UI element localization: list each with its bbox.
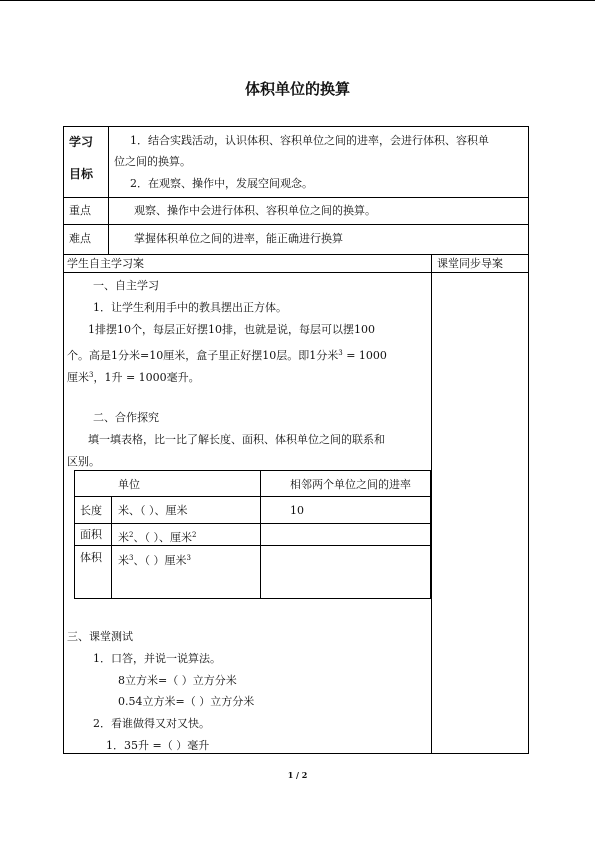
difficulty-text: 掌握体积单位之间的进率，能正确进行换算 bbox=[134, 232, 343, 245]
question: 1．35升 =（ ）毫升 bbox=[106, 739, 210, 752]
row-divider bbox=[74, 523, 431, 524]
right-column-divider bbox=[431, 254, 432, 754]
col-divider bbox=[260, 470, 261, 599]
goal-label-2: 目标 bbox=[69, 167, 94, 181]
row-rate: 10 bbox=[290, 504, 304, 517]
page-title: 体积单位的换算 bbox=[244, 80, 350, 98]
row-divider bbox=[63, 272, 529, 273]
list-item: 1．让学生利用手中的教具摆出正方体。 bbox=[93, 301, 287, 314]
question: 0.54立方米=（ ）立方分米 bbox=[118, 695, 255, 708]
section-heading: 一、自主学习 bbox=[93, 279, 159, 292]
difficulty-label: 难点 bbox=[69, 232, 91, 245]
col-divider bbox=[111, 496, 112, 599]
row-name: 体积 bbox=[80, 551, 102, 564]
goal-line: 位之间的换算。 bbox=[114, 155, 191, 168]
row-divider bbox=[63, 224, 529, 225]
top-rule bbox=[0, 0, 595, 1]
right-column-header: 课堂同步导案 bbox=[437, 257, 503, 270]
section-heading: 三、课堂测试 bbox=[67, 630, 133, 643]
row-name: 面积 bbox=[80, 528, 102, 541]
list-item: 1．口答，并说一说算法。 bbox=[93, 652, 221, 665]
paragraph-line: 区别。 bbox=[67, 455, 100, 468]
col-header-unit: 单位 bbox=[118, 478, 140, 491]
row-divider bbox=[74, 496, 431, 497]
paragraph-line: 1排摆10个，每层正好摆10排，也就是说，每层可以摆100 bbox=[88, 323, 375, 336]
paragraph-line: 填一填表格，比一比了解长度、面积、体积单位之间的联系和 bbox=[88, 433, 385, 446]
label-column-divider bbox=[108, 126, 109, 254]
row-unit: 米$^3$、（ ）厘米$^3$ bbox=[118, 554, 191, 567]
left-column-header: 学生自主学习案 bbox=[67, 257, 144, 270]
goal-line: 1．结合实践活动，认识体积、容积单位之间的进率，会进行体积、容积单 bbox=[130, 134, 489, 147]
page-number: 1 / 2 bbox=[287, 770, 308, 780]
paragraph-line: 个。高是1分米=10厘米，盒子里正好摆10层。即1分米$^3$ = 1000 bbox=[67, 349, 387, 362]
row-divider bbox=[63, 197, 529, 198]
list-item: 2．看谁做得又对又快。 bbox=[93, 717, 210, 730]
row-name: 长度 bbox=[80, 504, 102, 517]
section-heading: 二、合作探究 bbox=[93, 411, 159, 424]
row-unit: 米、（ ）、厘米 bbox=[118, 504, 188, 517]
question: 8立方米=（ ）立方分米 bbox=[118, 674, 237, 687]
key-text: 观察、操作中会进行体积、容积单位之间的换算。 bbox=[134, 204, 376, 217]
col-header-rate: 相邻两个单位之间的进率 bbox=[290, 478, 411, 491]
key-label: 重点 bbox=[69, 204, 91, 217]
row-divider bbox=[63, 254, 529, 255]
goal-label-1: 学习 bbox=[69, 135, 94, 149]
row-unit: 米$^2$、（ ）、厘米$^2$ bbox=[118, 531, 197, 544]
goal-line: 2．在观察、操作中，发展空间观念。 bbox=[130, 177, 313, 190]
paragraph-line: 厘米$^3$，1升 = 1000毫升。 bbox=[67, 371, 200, 384]
